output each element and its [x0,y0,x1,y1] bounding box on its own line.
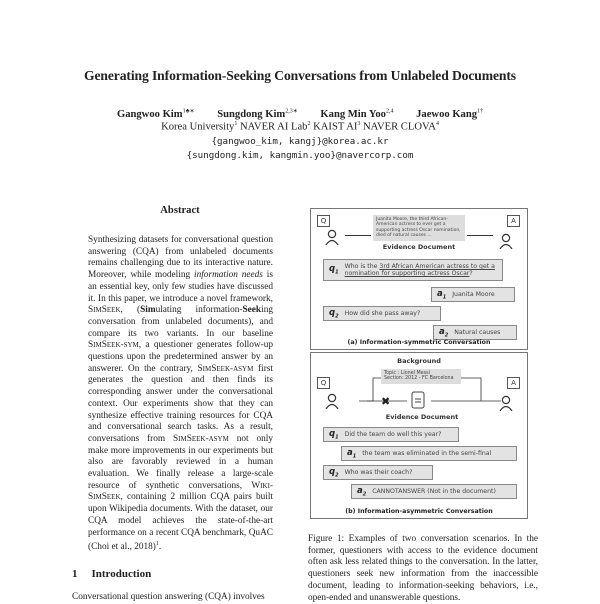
answerer-person-icon [499,233,513,249]
author-name: Gangwoo Kim [116,108,183,120]
abstract-body [88,235,273,554]
a2-label [357,486,366,498]
a-letter: a [347,447,353,458]
abstract-text: . [158,542,162,553]
evidence-label: Evidence Document [382,243,456,251]
abstract-bold: Sim [140,305,156,316]
arrow-to-answerer [467,235,493,236]
affiliation: Korea University [161,121,235,133]
q1-label [329,429,339,441]
q2-label [329,467,339,479]
abstract-bold: Seek [242,305,262,316]
a2-text: CANNOTANSWER (Not in the document) [372,488,496,495]
abstract-text: Synthesizing datasets for conversational question answering (CQA) from unlabeled documents remains challenging due to its interactive nature. Moreover, while modeling [88,235,273,281]
abstract-text: is an essential key, only few studies have discussed it. In this paper, we introduce a novel framework, [88,270,274,304]
author-name: Sungdong Kim [217,108,286,120]
wiki-simseek-name: Wiki-SimSeek [88,480,273,503]
a-letter: a [357,485,363,496]
abstract-text: ing conversation from unlabeled documents), and compare its two variants. In our baseline [88,305,273,339]
author-sup: 1† [477,108,484,114]
simseek-name: SimSeek [88,305,121,316]
a-sub: 1 [352,453,357,460]
q1-pre: Who is the [344,263,380,270]
evidence-label: Evidence Document [385,413,459,421]
document-icon [411,391,425,409]
blocked-x-icon: ✖ [381,395,391,408]
q1-underlined: 3rd African American actress to get a nomination for supporting actress Oscar [344,263,495,277]
simseek-asym-name: SimSeek-asym [197,363,254,374]
figure-caption: Figure 1: Examples of two conversation scenarios. In the former, questioners with access to the evidence document often ask less related things to the conversation. In the latter, questioners seek new information from the inaccessible document, leading to information-seeking behaviors, i.e., open-ended and unanswerable questions. [308,534,538,603]
questioner-person-icon [325,229,339,245]
panel-a-caption: (a) Information-symmetric Conversation [347,339,491,346]
affiliation-sup: 1 [234,121,238,127]
q-letter: q [329,307,336,318]
author-name: Kang Min Yoo [320,108,386,120]
author-sup: 2,4 [385,108,394,114]
affiliation: NAVER CLOVA [363,121,436,133]
question-bubble-2 [323,306,441,321]
figure-panel-a [310,208,528,350]
arrow-to-questioner [345,235,371,236]
affiliation-sup: 4 [435,121,439,127]
intro-text: Conversational question answering (CQA) involves [72,592,265,602]
email-line: {sungdong.kim, kangmin.yoo}@navercorp.com [186,150,414,161]
question-bubble-2 [323,465,433,480]
question-bubble-1 [323,427,459,442]
questioner-tag: Q [317,215,330,227]
q1-post: ? [469,270,473,277]
answerer-person-icon [499,395,513,411]
a-sub: 1 [442,294,447,301]
abstract-text: , containing 2 million CQA pairs built upon Wikipedia documents. With the dataset, our CQA model achieves the state-of-the-art performance on a recent CQA benchmark, QuAC (Choi et al., 2018) [88,492,273,553]
a-sub: 2 [362,491,367,498]
q1-text: Did the team do well this year? [344,431,442,438]
affiliation-sup: 2 [307,121,311,127]
author-list [0,107,600,120]
author [320,109,393,120]
paper-title: Generating Information-Seeking Conversations from Unlabeled Documents [84,68,516,83]
panel-b-caption: (b) Information-asymmetric Conversation [345,508,493,515]
abstract-text: first generates the question and then finds its corresponding answer under the conversational context. Our experiments show that they can synthesize effective training resources for CQA and conversational search tasks. As a result, conversations from [88,363,273,444]
affiliation-sup: 3 [357,121,361,127]
a1-text: the team was eliminated in the semi-final [362,450,492,457]
q-letter: q [329,428,336,439]
figure-panel-b [310,352,528,519]
q1-text [345,263,497,277]
answer-bubble-1 [431,287,515,302]
simseek-sym-name: SimSeek-sym [88,340,139,351]
abstract-text: , a questioner generates follow-up questions upon the predetermined answer by an answerer. On the contrary, [88,340,273,374]
a1-label [437,289,446,301]
a2-label [439,327,448,339]
evidence-document: Juanita Moore, the third African-American actress to ever get a supporting actress Oscar nomination, died of natural causes ... [373,215,465,241]
a2-text: Natural causes [454,329,501,336]
footnote-marker[interactable]: 1 [155,541,159,548]
email-line: {gangwoo_kim, kangj}@korea.ac.kr [211,136,389,147]
affiliation: NAVER AI Lab [239,121,308,133]
author [217,109,298,120]
answer-bubble-2 [433,325,517,340]
background-label: Background [397,357,441,365]
answerer-tag: A [507,215,520,227]
affiliation: KAIST AI [313,121,358,133]
q-letter: q [329,264,336,275]
a1-text: Juanita Moore [452,291,495,298]
answer-bubble-1 [341,446,517,461]
abstract-italic: information needs [193,270,263,281]
author [416,109,483,120]
abstract-text: ulating information- [155,305,243,316]
a1-label [347,448,356,460]
affiliations [0,121,600,133]
a-sub: 2 [444,332,449,339]
q-sub: 2 [335,472,339,479]
abstract-text: , ( [120,305,141,316]
abstract-text: not only make more improvements in our experiments but also are favorably reviewed in a human evaluation. We finally release a large-scale resource of synthetic conversations, [88,433,274,491]
question-bubble-1 [323,259,503,281]
author-name: Jaewoo Kang [416,108,478,120]
q-sub: 1 [335,269,339,276]
questioner-tag: Q [317,377,330,389]
abstract-heading: Abstract [160,205,200,216]
a-letter: a [437,288,443,299]
section-number: 1 [72,568,78,580]
q-sub: 2 [335,313,339,320]
author-sup: 2,3∗ [285,108,298,114]
simseek-asym-name: SimSeek-asym [172,433,229,444]
answer-bubble-2 [351,484,517,499]
section-heading [72,568,151,580]
answerer-tag: A [507,377,520,389]
q2-text: Who was their coach? [344,469,413,476]
q1-label [329,264,339,276]
author-sup: 1♣∗ [182,108,195,114]
q-sub: 1 [335,434,339,441]
q2-label [329,308,339,320]
section-text: Section: 2012 - FC Barcelona [384,376,454,382]
q2-text: How did she pass away? [344,310,421,317]
author [117,109,195,120]
section-title: Introduction [91,568,152,580]
q-letter: q [329,466,336,477]
topic-text: Topic : Lionel Messi [384,371,430,376]
a-letter: a [439,326,445,337]
